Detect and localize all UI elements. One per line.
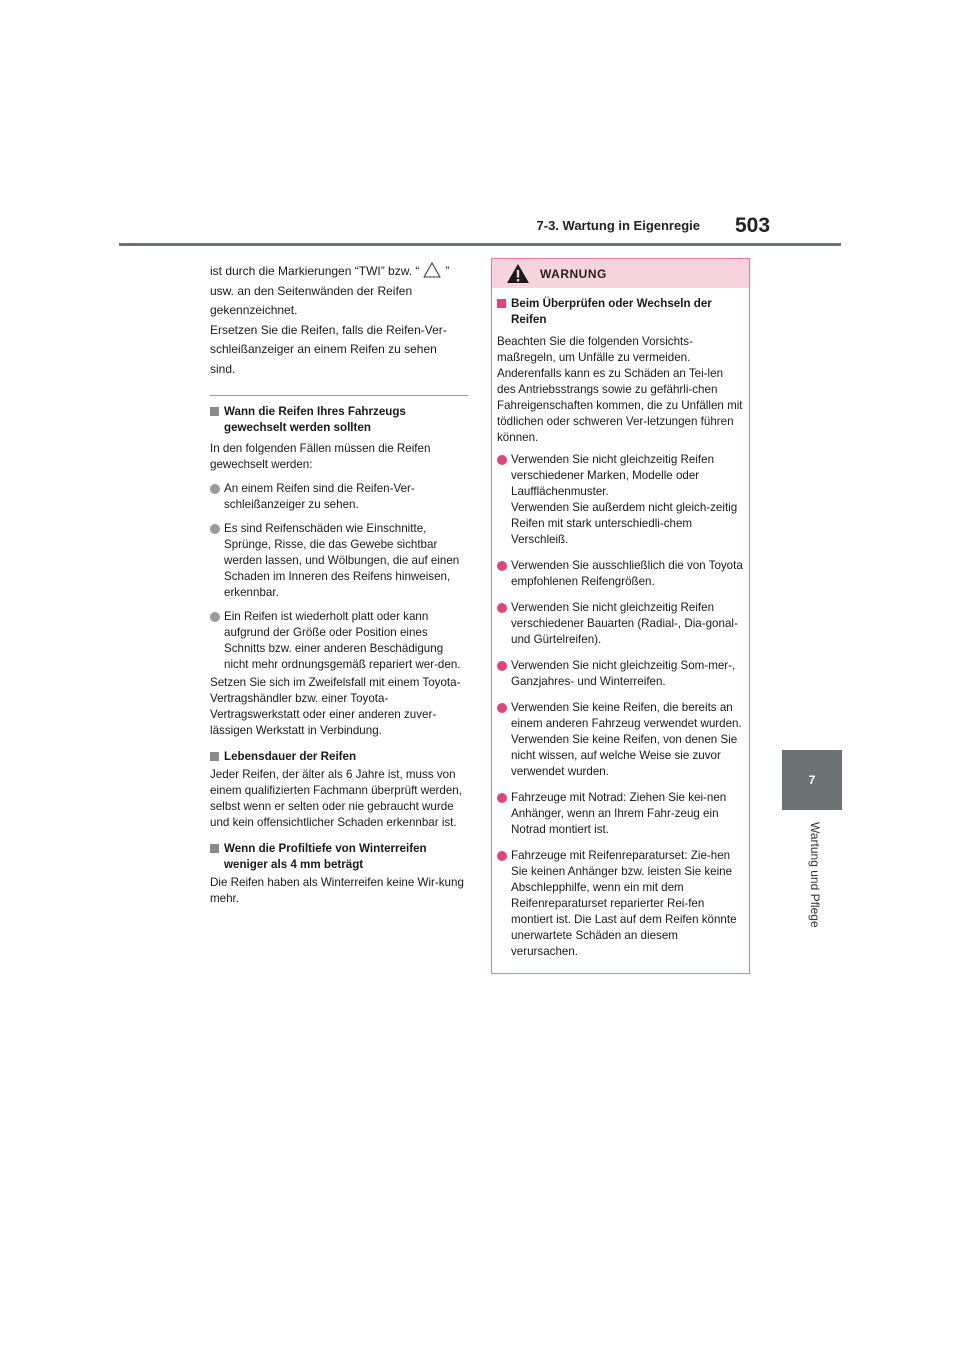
list-item-content [511, 452, 743, 548]
intro-line: gekennzeichnet. [210, 303, 298, 317]
list-item-text: An einem Reifen sind die Reifen-Ver-schleißanzeiger zu sehen. [224, 482, 415, 511]
triangle-icon [423, 262, 441, 278]
section-heading [210, 404, 468, 436]
heading-text: Wann die Reifen Ihres Fahrzeugs gewechselt werden sollten [224, 405, 406, 434]
section-heading [210, 841, 468, 873]
bullet-dot-icon [497, 603, 507, 613]
list-item-text: Fahrzeuge mit Notrad: Ziehen Sie kei-nen Anhänger, wenn an Ihrem Fahr-zeug ein Notrad montiert ist. [511, 791, 727, 836]
intro-line: schleißanzeiger an einem Reifen zu sehen [210, 342, 437, 356]
intro-line: sind. [210, 361, 236, 376]
heading-text: Wenn die Profiltiefe von Winterreifen weniger als 4 mm beträgt [224, 842, 427, 871]
bullet-dot-icon [210, 524, 220, 534]
list-item-text: Verwenden Sie keine Reifen, von denen Sie nicht wissen, auf welche Weise sie zuvor verwendet wurden. [511, 733, 738, 778]
intro-line [210, 262, 468, 282]
bullet-dot-icon [210, 484, 220, 494]
paragraph: Jeder Reifen, der älter als 6 Jahre ist, muss von einem qualifizierten Fachmann überprüft werden, selbst wenn er selten oder nie gebraucht wurde und kein offensichtlicher Schaden erkennbar ist. [210, 768, 462, 829]
square-bullet-icon [210, 752, 219, 761]
list-item-text: Fahrzeuge mit Reifenreparaturset: Zie-hen Sie keinen Anhänger bzw. leisten Sie keine Abschlepphilfe, wenn ein mit dem Reifenreparaturset reparierter Rei-fen montiert ist. Die Last auf dem Reifen könnte unerwartete Schäden an diesem verursachen. [511, 849, 737, 958]
chapter-tab[interactable] [782, 750, 842, 810]
divider [210, 395, 468, 396]
warning-box [491, 258, 750, 974]
bullet-dot-icon [497, 455, 507, 465]
warning-triangle-icon [506, 263, 530, 284]
paragraph: Setzen Sie sich im Zweifelsfall mit einem Toyota-Vertragshändler bzw. einer Toyota-Vertragswerkstatt oder einer anderen zuver-lässigen Werkstatt in Verbindung. [210, 676, 461, 737]
paragraph: Beachten Sie die folgenden Vorsichts-maßregeln, um Unfälle zu vermeiden. Anderenfalls kann es zu Schäden an Tei-len des Antriebsstrangs sowie zu gefährli-chen Fahreigenschaften kommen, die zu Unfällen mit tödlichen oder schweren Ver-letzungen führen können. [497, 335, 743, 444]
warning-label: WARNUNG [540, 267, 607, 281]
chapter-label: Wartung und Pflege [808, 822, 822, 928]
list-item [497, 848, 743, 960]
intro-line-part: ist durch die Markierungen “TWI” bzw. “ [210, 264, 420, 278]
section-heading [210, 749, 468, 765]
intro-line-part: ” [445, 264, 450, 278]
list-item-text: Verwenden Sie außerdem nicht gleich-zeitig Reifen mit stark unterschiedli-chem Verschleiß. [511, 501, 738, 546]
list-item-text: Verwenden Sie ausschließlich die von Toyota empfohlenen Reifengrößen. [511, 559, 743, 588]
list-item-text: Verwenden Sie keine Reifen, die bereits an einem anderen Fahrzeug verwendet wurden. [511, 701, 742, 730]
bullet-dot-icon [497, 703, 507, 713]
list-item-content [511, 700, 743, 780]
list-item [210, 521, 468, 601]
warning-header [492, 259, 749, 288]
bullet-dot-icon [497, 661, 507, 671]
list-item [497, 700, 743, 780]
paragraph: Die Reifen haben als Winterreifen keine Wir-kung mehr. [210, 876, 464, 905]
square-bullet-icon [210, 407, 219, 416]
list-item-text: Verwenden Sie nicht gleichzeitig Reifen verschiedener Bauarten (Radial-, Dia-gonal- und Gürtelreifen). [511, 601, 738, 646]
section-title: 7-3. Wartung in Eigenregie [536, 218, 700, 233]
list-item [497, 452, 743, 548]
list-item-text: Verwenden Sie nicht gleichzeitig Reifen verschiedener Marken, Modelle oder Laufflächenmuster. [511, 453, 715, 498]
bullet-dot-icon [497, 851, 507, 861]
list-item [210, 481, 468, 513]
square-bullet-icon [497, 299, 506, 308]
list-item-text: Ein Reifen ist wiederholt platt oder kann aufgrund der Größe oder Position eines Schnitts bzw. einer anderen Beschädigung nicht mehr ordnungsgemäß repariert wer-den. [224, 610, 461, 671]
list-item [497, 790, 743, 838]
chapter-number: 7 [808, 773, 816, 787]
intro-text [210, 262, 468, 379]
list-item-text: Es sind Reifenschäden wie Einschnitte, Sprünge, Risse, die das Gewebe sichtbar werden lassen, und Wölbungen, die auf einen Schaden im Inneren des Reifens hinweisen, erkennbar. [224, 522, 460, 599]
bullet-dot-icon [497, 793, 507, 803]
left-column [210, 262, 468, 907]
warning-body [492, 288, 749, 960]
list-item [497, 600, 743, 648]
list-item [497, 558, 743, 590]
intro-line: usw. an den Seitenwänden der Reifen [210, 283, 413, 298]
heading-text: Beim Überprüfen oder Wechseln der Reifen [511, 297, 712, 326]
header-rule [119, 243, 841, 246]
heading-text: Lebensdauer der Reifen [224, 750, 357, 763]
section-heading [497, 296, 743, 328]
page-number: 503 [735, 214, 771, 237]
list-item [210, 609, 468, 673]
list-item-text: Verwenden Sie nicht gleichzeitig Som-mer-, Ganzjahres- und Winterreifen. [511, 659, 736, 688]
bullet-dot-icon [210, 612, 220, 622]
intro-line: Ersetzen Sie die Reifen, falls die Reifen-Ver- [210, 322, 447, 337]
square-bullet-icon [210, 844, 219, 853]
bullet-dot-icon [497, 561, 507, 571]
paragraph: In den folgenden Fällen müssen die Reifen gewechselt werden: [210, 442, 431, 471]
list-item [497, 658, 743, 690]
